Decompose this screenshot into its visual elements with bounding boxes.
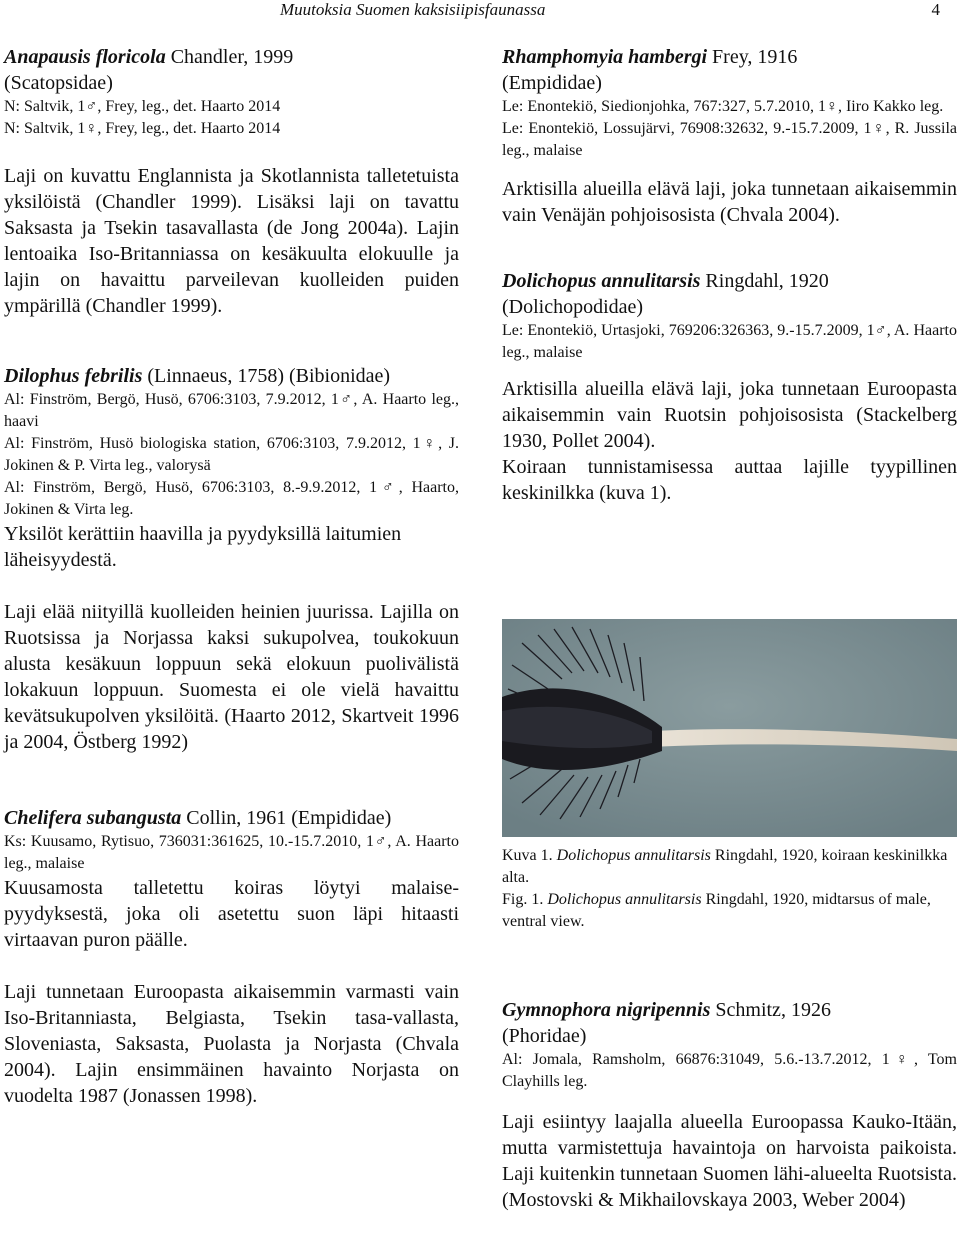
specimen-record: Le: Enontekiö, Lossujärvi, 76908:32632, 9.-15.7.2009, 1♀, R. Jussila leg., malaise — [502, 120, 957, 159]
caption-en-species: Dolichopus annulitarsis — [547, 891, 702, 908]
species-name: Rhamphomyia hambergi — [502, 46, 708, 68]
paragraph: Arktisilla alueilla elävä laji, joka tunnetaan aikaisemmin vain Venäjän pohjoisosista (Chvala 2004). — [502, 178, 957, 226]
specimen-record: Al: Finström, Husö biologiska station, 6706:3103, 7.9.2012, 1♀, J. Jokinen & P. Virta leg., valorysä — [4, 435, 459, 474]
species-author: Ringdahl, 1920 — [700, 270, 829, 292]
caption-en-rest: Ringdahl, 1920, midtarsus of male, ventral view. — [502, 891, 931, 930]
species-heading — [502, 997, 957, 1023]
species-entry-rhamphomyia — [502, 44, 957, 228]
page-header — [280, 0, 940, 22]
paragraph: Laji esiintyy laajalla alueella Euroopassa Kauko-Itään, mutta varmistettuja havaintoja on harvoista paikoista. Laji kuitenkin tunnetaan Suomen lähi-alueelta Ruotsista. (Mostovski & Mikhailovskaya 2003, Weber 2004) — [502, 1111, 957, 1211]
species-name: Dolichopus annulitarsis — [502, 270, 701, 292]
species-entry-anapausis — [4, 44, 459, 319]
species-name: Chelifera subangusta — [4, 807, 182, 829]
specimen-record: N: Saltvik, 1♂, Frey, leg., det. Haarto 2014 — [4, 98, 281, 115]
figure-midtarsus-photo — [502, 619, 957, 837]
species-author: Chandler, 1999 — [165, 46, 294, 68]
specimen-record: Ks: Kuusamo, Rytisuo, 736031:361625, 10.-15.7.2010, 1♂, A. Haarto leg., malaise — [4, 833, 459, 872]
paragraph: Laji elää niityillä kuolleiden heinien juurissa. Lajilla on Ruotsissa ja Norjassa kaksi sukupolvea, toukokuun alusta kesäkuun loppuun sekä elokuun puolivälistä lokakuun loppuun. Suomesta ei ole vielä havaittu kevätsukupolven yksilöitä. (Haarto 2012, Skartveit 1996 ja 2004, Östberg 1992) — [4, 601, 459, 753]
paragraph: Laji on kuvattu Englannista ja Skotlannista talletetuista yksilöistä (Chandler 1999). Lisäksi laji on tavattu Saksasta ja Tsekin tasavallasta (de Jong 2004a). Lajin lentoaika Iso-Britanniassa on kesäkuulta elokuulle ja lajin on havaittu parveilevan kuolleiden puiden ympärillä (Chandler 1999). — [4, 165, 459, 317]
right-column-lower — [502, 997, 957, 1213]
caption-en-prefix: Fig. 1. — [502, 891, 548, 908]
species-heading — [502, 44, 957, 70]
species-family: (Empididae) — [502, 72, 602, 94]
caption-fi-rest: Ringdahl, 1920, koiraan keskinilkka alta. — [502, 847, 948, 886]
page-number: 4 — [931, 0, 940, 19]
paragraph: Koiraan tunnistamisessa auttaa lajille tyypillinen keskinilkka (kuva 1). — [502, 456, 957, 504]
caption-fi-species: Dolichopus annulitarsis — [556, 847, 711, 864]
right-column — [502, 44, 957, 506]
species-name: Gymnophora nigripennis — [502, 999, 711, 1021]
caption-english — [502, 889, 957, 933]
paragraph: Yksilöt kerättiin haavilla ja pyydyksillä laitumien läheisyydestä. — [4, 523, 402, 571]
species-name: Dilophus febrilis — [4, 365, 143, 387]
species-entry-gymnophora — [502, 997, 957, 1213]
species-name: Anapausis floricola — [4, 46, 166, 68]
paragraph: Laji tunnetaan Euroopasta aikaisemmin varmasti vain Iso-Britanniasta, Belgiasta, Tsekin tasa-vallasta, Sloveniasta, Saksasta, Puolasta ja Norjasta (Chvala 2004). Lajin ensimmäinen havainto Norjasta on vuodelta 1987 (Jonassen 1998). — [4, 981, 459, 1107]
species-author: Schmitz, 1926 — [710, 999, 831, 1021]
species-entry-chelifera — [4, 805, 459, 1109]
specimen-record: Le: Enontekiö, Siedionjohka, 767:327, 5.7.2010, 1♀, Iiro Kakko leg. — [502, 98, 944, 115]
running-title: Muutoksia Suomen kaksisiipisfaunassa — [280, 0, 546, 19]
caption-fi-prefix: Kuva 1. — [502, 847, 557, 864]
species-author: (Linnaeus, 1758) (Bibionidae) — [142, 365, 391, 387]
paragraph: Kuusamosta talletettu koiras löytyi malaise-pyydyksestä, joka oli asetettu suon läpi hitaasti virtaavan puron päälle. — [4, 877, 459, 951]
species-heading — [4, 44, 459, 70]
species-family: (Scatopsidae) — [4, 72, 113, 94]
species-author: Frey, 1916 — [707, 46, 798, 68]
species-family: (Phoridae) — [502, 1025, 587, 1047]
midtarsus-illustration — [502, 619, 957, 837]
species-family: (Dolichopodidae) — [502, 296, 644, 318]
specimen-record: N: Saltvik, 1♀, Frey, leg., det. Haarto 2014 — [4, 120, 281, 137]
figure-caption — [502, 845, 957, 933]
specimen-record: Al: Finström, Bergö, Husö, 6706:3103, 7.9.2012, 1♂, A. Haarto leg., haavi — [4, 391, 459, 430]
species-entry-dilophus — [4, 363, 459, 755]
species-heading — [4, 805, 459, 831]
species-author: Collin, 1961 (Empididae) — [181, 807, 392, 829]
caption-finnish — [502, 845, 957, 889]
paragraph: Arktisilla alueilla elävä laji, joka tunnetaan Euroopasta aikaisemmin vain Ruotsin pohjoisosista (Stackelberg 1930, Pollet 2004). — [502, 378, 957, 452]
specimen-record: Al: Jomala, Ramsholm, 66876:31049, 5.6.-13.7.2012, 1♀, Tom Clayhills leg. — [502, 1051, 957, 1090]
specimen-record: Le: Enontekiö, Urtasjoki, 769206:326363, 9.-15.7.2009, 1♂, A. Haarto leg., malaise — [502, 322, 957, 361]
species-heading — [4, 363, 459, 389]
left-column — [4, 44, 459, 1109]
species-entry-dolichopus — [502, 268, 957, 506]
species-heading — [502, 268, 957, 294]
specimen-record: Al: Finström, Bergö, Husö, 6706:3103, 8.-9.9.2012, 1♂, Haarto, Jokinen & Virta leg. — [4, 479, 459, 518]
